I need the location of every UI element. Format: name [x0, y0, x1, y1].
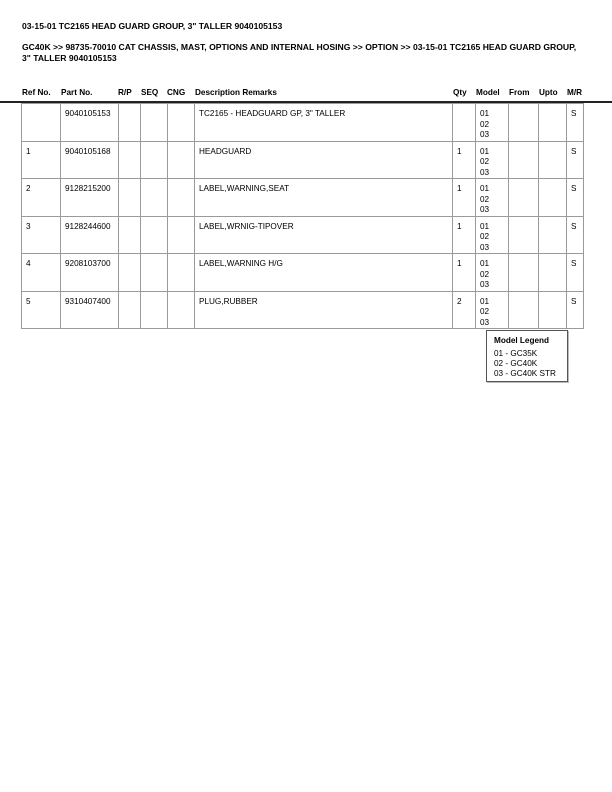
col-cng: CNG [167, 88, 186, 97]
cell-from [509, 141, 539, 179]
cell-qty: 1 [453, 179, 476, 217]
col-desc: Description Remarks [195, 88, 277, 97]
cell-from [509, 216, 539, 254]
model-code: 01 [480, 259, 490, 268]
cell-ref [22, 104, 61, 142]
legend-item: 01 - GC35K [494, 349, 538, 358]
table-row [22, 216, 584, 254]
model-code: 02 [480, 232, 490, 241]
model-code: 02 [480, 194, 490, 204]
table-row [22, 254, 584, 292]
cell-upto [539, 141, 567, 179]
cell-qty [453, 104, 476, 142]
cell-mr: S [567, 141, 584, 179]
parts-table [21, 103, 584, 329]
model-code: 03 [480, 130, 490, 139]
model-code: 02 [480, 157, 490, 166]
cell-qty: 1 [453, 216, 476, 254]
model-code: 01 [480, 109, 490, 118]
cell-desc: LABEL,WARNING,SEAT [195, 179, 453, 217]
cell-from [509, 179, 539, 217]
cell-part: 9208103700 [61, 254, 119, 292]
cell-seq [141, 104, 168, 142]
cell-model [476, 254, 509, 292]
cell-cng [168, 254, 195, 292]
cell-qty: 1 [453, 141, 476, 179]
cell-upto [539, 216, 567, 254]
cell-seq [141, 254, 168, 292]
table-row [22, 291, 584, 329]
cell-seq [141, 141, 168, 179]
cell-ref: 1 [22, 141, 61, 179]
cell-cng [168, 104, 195, 142]
model-code: 03 [480, 242, 490, 252]
col-seq: SEQ [141, 88, 159, 97]
cell-ref: 2 [22, 179, 61, 217]
cell-cng [168, 291, 195, 329]
cell-mr: S [567, 179, 584, 217]
cell-rp [119, 254, 141, 292]
breadcrumb: GC40K >> 98735-70010 CAT CHASSIS, MAST, OPTIONS AND INTERNAL HOSING >> OPTION >> 03-15-01 TC2165 HEAD GUARD GROUP, 3" TALLER 9040105153 [22, 42, 577, 63]
model-code: 03 [480, 280, 490, 289]
model-legend [486, 330, 568, 382]
cell-cng [168, 179, 195, 217]
cell-desc: HEADGUARD [195, 141, 453, 179]
cell-seq [141, 179, 168, 217]
col-model: Model [476, 88, 500, 97]
cell-rp [119, 291, 141, 329]
cell-desc: LABEL,WRNIG-TIPOVER [195, 216, 453, 254]
table-row [22, 141, 584, 179]
cell-from [509, 104, 539, 142]
cell-model [476, 104, 509, 142]
cell-part: 9310407400 [61, 291, 119, 329]
cell-upto [539, 291, 567, 329]
legend-title: Model Legend [494, 336, 550, 345]
cell-ref: 5 [22, 291, 61, 329]
cell-rp [119, 179, 141, 217]
cell-seq [141, 216, 168, 254]
cell-upto [539, 179, 567, 217]
cell-desc: PLUG,RUBBER [195, 291, 453, 329]
cell-desc: TC2165 - HEADGUARD GP, 3" TALLER [195, 104, 453, 142]
cell-model [476, 291, 509, 329]
model-code: 01 [480, 296, 490, 306]
cell-part: 9128244600 [61, 216, 119, 254]
table-row [22, 179, 584, 217]
cell-ref: 3 [22, 216, 61, 254]
col-qty: Qty [453, 88, 467, 97]
model-code: 01 [480, 221, 490, 231]
cell-mr: S [567, 104, 584, 142]
col-upto: Upto [539, 88, 558, 97]
model-code: 01 [480, 146, 490, 156]
col-ref: Ref No. [22, 88, 51, 97]
cell-part: 9040105153 [61, 104, 119, 142]
cell-from [509, 291, 539, 329]
cell-from [509, 254, 539, 292]
cell-model [476, 179, 509, 217]
col-mr: M/R [567, 88, 583, 97]
cell-qty: 1 [453, 254, 476, 292]
cell-mr: S [567, 254, 584, 292]
col-part: Part No. [61, 88, 93, 97]
col-from: From [509, 88, 530, 97]
page-title: 03-15-01 TC2165 HEAD GUARD GROUP, 3" TALLER 9040105153 [22, 21, 283, 31]
cell-part: 9128215200 [61, 179, 119, 217]
cell-rp [119, 216, 141, 254]
cell-model [476, 141, 509, 179]
cell-cng [168, 216, 195, 254]
cell-upto [539, 254, 567, 292]
cell-cng [168, 141, 195, 179]
cell-mr: S [567, 216, 584, 254]
model-code: 02 [480, 269, 490, 279]
model-code: 03 [480, 317, 490, 327]
cell-seq [141, 291, 168, 329]
cell-qty: 2 [453, 291, 476, 329]
model-code: 01 [480, 184, 490, 193]
cell-upto [539, 104, 567, 142]
model-code: 02 [480, 307, 490, 316]
cell-ref: 4 [22, 254, 61, 292]
cell-part: 9040105168 [61, 141, 119, 179]
cell-desc: LABEL,WARNING H/G [195, 254, 453, 292]
legend-item: 02 - GC40K [494, 359, 538, 368]
cell-rp [119, 104, 141, 142]
model-code: 02 [480, 119, 490, 129]
col-rp: R/P [118, 88, 132, 97]
cell-mr: S [567, 291, 584, 329]
model-code: 03 [480, 167, 490, 177]
legend-item: 03 - GC40K STR [494, 369, 556, 378]
table-row [22, 104, 584, 142]
cell-model [476, 216, 509, 254]
model-code: 03 [480, 205, 490, 214]
cell-rp [119, 141, 141, 179]
